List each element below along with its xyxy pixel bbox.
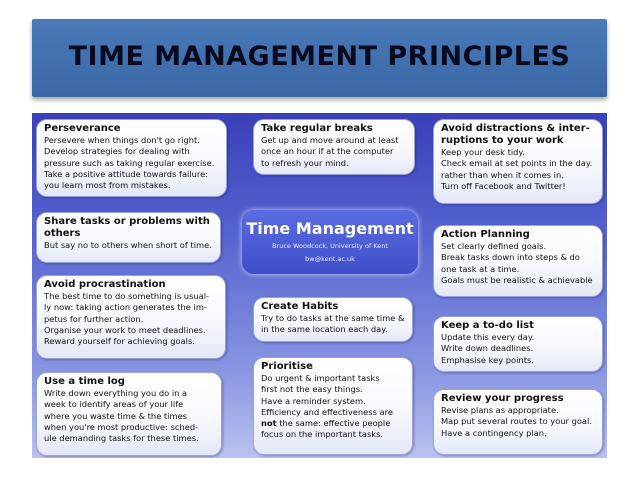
- box-line: Have a reminder system.: [261, 395, 366, 406]
- box-title: ruptions to your work: [441, 135, 564, 146]
- center-title-box: [242, 210, 418, 274]
- box-line: But say no to others when short of time.: [44, 240, 212, 250]
- box-create-habits: [253, 297, 413, 342]
- box-line: Check email at set points in the day.: [441, 158, 593, 169]
- box-line: Keep your desk tidy.: [441, 147, 525, 157]
- box-title: Take regular breaks: [261, 123, 373, 134]
- box-line: Take a positive attitude towards failure:: [44, 168, 209, 179]
- center-title: Time Management: [246, 219, 414, 238]
- box-line: petus for further action.: [44, 313, 144, 324]
- box-review-progress: [433, 389, 603, 455]
- box-line: Emphasise key points.: [441, 354, 534, 365]
- box-line: Try to do tasks at the same time &: [261, 313, 405, 323]
- box-line-rest: the same: effective people: [276, 418, 391, 429]
- box-line: week to identify areas of your life: [44, 399, 184, 410]
- box-line: [261, 418, 405, 429]
- box-title: Avoid procrastination: [44, 279, 166, 290]
- box-title: others: [44, 228, 81, 239]
- box-todo-list: [433, 316, 603, 372]
- box-title: Perseverance: [44, 123, 121, 134]
- box-title: Use a time log: [44, 376, 125, 387]
- box-title: Prioritise: [261, 361, 313, 372]
- box-line: Turn off Facebook and Twitter!: [441, 180, 566, 191]
- box-line: Write down deadlines.: [441, 343, 534, 354]
- box-line: Map put several routes to your goal.: [441, 416, 592, 427]
- box-line: Revise plans as appropriate.: [441, 405, 559, 415]
- center-author: Bruce Woodcock, University of Kent: [272, 242, 388, 250]
- box-action-planning: [433, 225, 603, 297]
- box-line: you learn most from mistakes.: [44, 180, 171, 191]
- box-line: in the same location each day.: [261, 324, 388, 335]
- box-title: Create Habits: [261, 301, 339, 312]
- box-share-tasks: [36, 212, 221, 263]
- box-line: ly now: taking action generates the im-: [44, 302, 207, 313]
- box-line: when you're most productive: sched-: [44, 421, 199, 432]
- principles-panel: [32, 113, 607, 458]
- box-line: one task at a time.: [441, 263, 520, 274]
- box-time-log: [36, 372, 222, 456]
- box-line: Do urgent & important tasks: [261, 373, 380, 383]
- box-line: Set clearly defined goals.: [441, 241, 547, 251]
- box-line: Persevere when things don't go right.: [44, 135, 200, 145]
- box-line: first not the easy things.: [261, 384, 363, 395]
- box-line: Develop strategies for dealing with: [44, 146, 190, 157]
- title-banner: [32, 19, 607, 97]
- box-line: Update this every day.: [441, 332, 535, 342]
- box-title: Avoid distractions & inter-: [441, 123, 590, 134]
- box-title: Action Planning: [441, 229, 530, 240]
- box-title: Keep a to-do list: [441, 320, 534, 331]
- box-line: Reward yourself for achieving goals.: [44, 336, 195, 347]
- box-line: rather than when it comes in.: [441, 169, 564, 180]
- box-procrastination: [36, 275, 226, 359]
- box-prioritise: [253, 357, 413, 455]
- center-email: bw@kent.ac.uk: [305, 255, 355, 263]
- box-regular-breaks: [253, 119, 415, 175]
- box-avoid-distractions: [433, 119, 603, 204]
- slide-title: TIME MANAGEMENT PRINCIPLES: [68, 41, 571, 72]
- box-line: Efficiency and effectiveness are: [261, 406, 393, 417]
- box-line: Organise your work to meet deadlines.: [44, 324, 206, 335]
- box-line: Goals must be realistic & achievable: [441, 274, 593, 285]
- box-title: Share tasks or problems with: [44, 216, 210, 227]
- box-line: once an hour if at the computer: [261, 146, 394, 157]
- box-line: pressure such as taking regular exercise.: [44, 157, 215, 168]
- box-line: to refresh your mind.: [261, 157, 349, 168]
- box-line: The best time to do something is usual-: [44, 291, 210, 301]
- box-line: Write down everything you do in a: [44, 388, 188, 398]
- box-line: Get up and move around at least: [261, 135, 399, 145]
- box-line: ule demanding tasks for these times.: [44, 433, 199, 444]
- box-line: where you waste time & the times: [44, 410, 187, 421]
- box-line: Have a contingency plan.: [441, 427, 547, 438]
- box-perseverance: [36, 119, 227, 197]
- emphasis-text: not: [261, 418, 277, 429]
- box-title: Review your progress: [441, 393, 564, 404]
- box-line: Break tasks down into steps & do: [441, 252, 580, 263]
- box-line: focus on the important tasks.: [261, 429, 384, 440]
